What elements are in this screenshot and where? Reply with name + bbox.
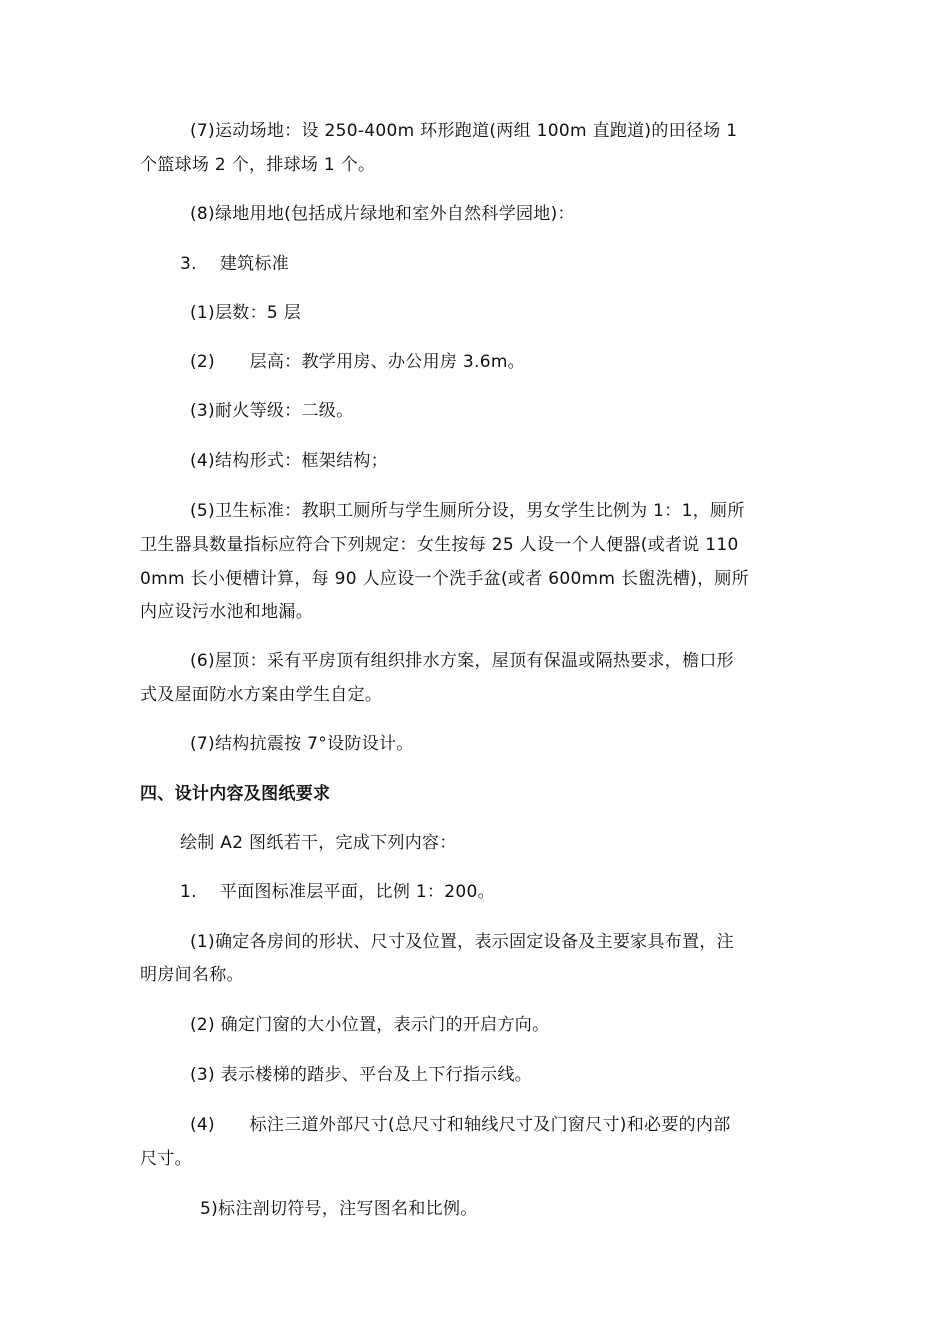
line: (2) 确定门窗的大小位置，表示门的开启方向。 bbox=[190, 1015, 550, 1035]
list-item-plan-1-3 bbox=[190, 1058, 532, 1092]
line: (3)耐火等级：二级。 bbox=[190, 401, 354, 421]
line: 式及屋面防水方案由学生自定。 bbox=[140, 685, 383, 705]
paragraph-seismic bbox=[190, 727, 414, 761]
paragraph-green-land bbox=[190, 197, 575, 231]
line: (1)确定各房间的形状、尺寸及位置，表示固定设备及主要家具布置，注 bbox=[190, 932, 734, 952]
line: (4)结构形式：框架结构； bbox=[190, 451, 388, 471]
paragraph-floors bbox=[190, 296, 301, 330]
line: 卫生器具数量指标应符合下列规定：女生按每 25 人设一个人便器(或者说 110 bbox=[140, 535, 739, 555]
line: 3. 建筑标准 bbox=[180, 254, 290, 274]
paragraph-sanitation-l3 bbox=[140, 562, 749, 596]
line: (7)结构抗震按 7°设防设计。 bbox=[190, 734, 414, 754]
list-item-plan-1-4-l2 bbox=[140, 1142, 192, 1176]
list-item-plan-1-1-l1 bbox=[190, 925, 734, 959]
line: (2) 层高：教学用房、办公用房 3.6m。 bbox=[190, 352, 525, 372]
line: 明房间名称。 bbox=[140, 965, 244, 985]
paragraph-fire-rating bbox=[190, 394, 353, 428]
line: (7)运动场地：设 250-400m 环形跑道(两组 100m 直跑道)的田径场 1 bbox=[190, 121, 738, 141]
line: (8)绿地用地(包括成片绿地和室外自然科学园地)： bbox=[190, 204, 575, 224]
paragraph-roof-l2 bbox=[140, 678, 382, 712]
list-item-plan-1-5 bbox=[200, 1192, 478, 1226]
list-item-plan-1-4-l1 bbox=[190, 1108, 731, 1142]
paragraph-roof-l1 bbox=[190, 644, 734, 678]
line: (6)屋顶：采有平房顶有组织排水方案，屋顶有保温或隔热要求，檐口形 bbox=[190, 651, 734, 671]
line: 1. 平面图标准层平面，比例 1：200。 bbox=[180, 882, 495, 902]
line: 尺寸。 bbox=[140, 1149, 192, 1169]
line: 0mm 长小便槽计算，每 90 人应设一个洗手盆(或者 600mm 长盥洗槽)，厕所 bbox=[140, 569, 750, 589]
paragraph-sanitation-l1 bbox=[190, 494, 745, 528]
heading-text: 四、设计内容及图纸要求 bbox=[140, 784, 331, 804]
paragraph-sports-field bbox=[190, 114, 737, 148]
line: (5)卫生标准：教职工厕所与学生厕所分设，男女学生比例为 1：1，厕所 bbox=[190, 501, 745, 521]
paragraph-sanitation-l4 bbox=[140, 595, 313, 629]
line: 5)标注剖切符号，注写图名和比例。 bbox=[200, 1199, 478, 1219]
section-3-title bbox=[180, 247, 289, 281]
line: 绘制 A2 图纸若干，完成下列内容： bbox=[180, 833, 457, 853]
paragraph-drawing-intro bbox=[180, 826, 457, 860]
paragraph-sports-field-cont bbox=[140, 148, 375, 182]
section-4-heading bbox=[140, 777, 330, 811]
paragraph-structure bbox=[190, 444, 388, 478]
line: (3) 表示楼梯的踏步、平台及上下行指示线。 bbox=[190, 1065, 533, 1085]
line: (4) 标注三道外部尺寸(总尺寸和轴线尺寸及门窗尺寸)和必要的内部 bbox=[190, 1115, 731, 1135]
list-item-plan-1-2 bbox=[190, 1008, 549, 1042]
line: 个篮球场 2 个，排球场 1 个。 bbox=[140, 155, 376, 175]
list-item-plan-1-1-l2 bbox=[140, 958, 244, 992]
line: (1)层数：5 层 bbox=[190, 303, 301, 323]
list-item-plan-1 bbox=[180, 875, 495, 909]
paragraph-sanitation-l2 bbox=[140, 528, 739, 562]
line: 内应设污水池和地漏。 bbox=[140, 602, 313, 622]
paragraph-floor-height bbox=[190, 345, 525, 379]
